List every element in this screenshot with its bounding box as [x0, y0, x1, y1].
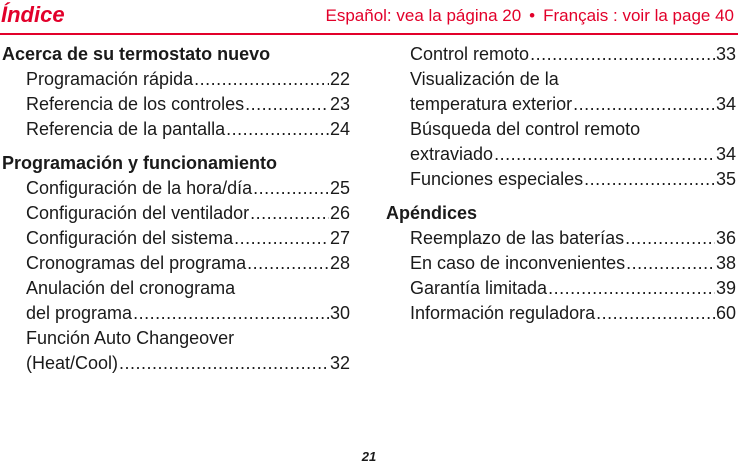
dot-leader	[226, 117, 329, 142]
toc-entry-line	[410, 251, 736, 276]
toc-entry-title: Función Auto Changeover	[26, 328, 235, 348]
toc-entry-title: del programa	[26, 303, 133, 323]
toc-entry-title: Programación rápida	[26, 69, 194, 89]
toc-entry-title: Garantía limitada	[410, 278, 548, 298]
crossref-separator: •	[529, 6, 536, 25]
toc-entry-line	[26, 201, 350, 226]
dot-leader	[250, 201, 329, 226]
page-number: 21	[361, 449, 377, 464]
toc-page-number: 34	[715, 94, 736, 114]
toc-entry	[2, 276, 350, 326]
dot-leader	[247, 251, 329, 276]
toc-entry-title: temperatura exterior	[410, 94, 573, 114]
toc-page-number: 30	[329, 303, 350, 323]
toc-entry-title: Configuración del ventilador	[26, 203, 250, 223]
toc-entry-line	[26, 92, 350, 117]
dot-leader	[119, 351, 329, 376]
toc-page-number: 34	[715, 144, 736, 164]
toc-entry-title: Configuración de la hora/día	[26, 178, 253, 198]
toc-entry-line	[26, 67, 350, 92]
dot-leader	[548, 276, 715, 301]
toc-entry-title: (Heat/Cool)	[26, 353, 119, 373]
toc-page-number: 36	[715, 228, 736, 248]
dot-leader	[494, 142, 715, 167]
toc-entry	[386, 167, 736, 192]
toc-entry	[2, 201, 350, 226]
toc-right-column	[386, 42, 736, 326]
toc-entry	[386, 251, 736, 276]
toc-entry-title: Visualización de la	[410, 69, 559, 89]
toc-entry	[386, 67, 736, 117]
toc-entry-line	[410, 301, 736, 326]
page-header	[0, 0, 738, 34]
toc-page-number: 26	[329, 203, 350, 223]
toc-entry	[2, 67, 350, 92]
toc-entry	[2, 176, 350, 201]
toc-entry	[386, 42, 736, 67]
toc-entry-line	[410, 142, 736, 167]
dot-leader	[530, 42, 715, 67]
toc-entry-line	[26, 301, 350, 326]
toc-page-number: 28	[329, 253, 350, 273]
toc-entry	[386, 226, 736, 251]
toc-entry-line	[26, 176, 350, 201]
spanish-crossref: Español: vea la página 20	[325, 6, 522, 25]
dot-leader	[584, 167, 715, 192]
toc-entry-line	[26, 251, 350, 276]
header-rule	[0, 33, 738, 35]
toc-entry-line	[26, 351, 350, 376]
dot-leader	[234, 226, 329, 251]
dot-leader	[194, 67, 329, 92]
dot-leader	[573, 92, 715, 117]
toc-entry	[2, 117, 350, 142]
toc-entry-line	[26, 276, 350, 301]
toc-entry-title: extraviado	[410, 144, 494, 164]
dot-leader	[626, 251, 715, 276]
toc-entry	[2, 92, 350, 117]
toc-entry	[386, 117, 736, 167]
toc-entry-line	[410, 42, 736, 67]
toc-page-number: 24	[329, 119, 350, 139]
toc-entry-title: En caso de inconvenientes	[410, 253, 626, 273]
toc-entry-line	[26, 117, 350, 142]
dot-leader	[245, 92, 329, 117]
toc-entry-title: Referencia de los controles	[26, 94, 245, 114]
toc-page-number: 23	[329, 94, 350, 114]
dot-leader	[596, 301, 715, 326]
toc-entry-title: Cronogramas del programa	[26, 253, 247, 273]
toc-page-number: 33	[715, 44, 736, 64]
toc-entry-title: Búsqueda del control remoto	[410, 119, 641, 139]
toc-section-heading: Apéndices	[386, 203, 478, 223]
toc-entry-line	[410, 276, 736, 301]
toc-entry-line	[410, 226, 736, 251]
toc-entry-line	[410, 117, 736, 142]
french-crossref: Français : voir la page 40	[543, 6, 734, 25]
page-title: Índice	[1, 2, 65, 27]
dot-leader	[133, 301, 329, 326]
toc-section-heading: Programación y funcionamiento	[2, 153, 278, 173]
toc-entry-title: Configuración del sistema	[26, 228, 234, 248]
toc-page-number: 38	[715, 253, 736, 273]
toc-entry-line	[26, 326, 350, 351]
toc-entry	[2, 226, 350, 251]
toc-page-number: 27	[329, 228, 350, 248]
toc-page-number: 39	[715, 278, 736, 298]
toc-entry-title: Información reguladora	[410, 303, 596, 323]
toc-page-number: 25	[329, 178, 350, 198]
toc-page-number: 32	[329, 353, 350, 373]
toc-entry-title: Reemplazo de las baterías	[410, 228, 625, 248]
toc-entry-line	[410, 67, 736, 92]
toc-page-number: 35	[715, 169, 736, 189]
toc-entry-line	[410, 167, 736, 192]
toc-entry-line	[410, 92, 736, 117]
language-crossref	[326, 4, 735, 28]
toc-page-number: 60	[715, 303, 736, 323]
toc-left-column	[2, 42, 350, 376]
toc-page-number: 22	[329, 69, 350, 89]
toc-entry-line	[26, 226, 350, 251]
toc-entry	[2, 326, 350, 376]
toc-entry-title: Anulación del cronograma	[26, 278, 236, 298]
toc-entry	[2, 251, 350, 276]
dot-leader	[253, 176, 329, 201]
toc-entry-title: Control remoto	[410, 44, 530, 64]
toc-entry	[386, 276, 736, 301]
dot-leader	[625, 226, 715, 251]
toc-entry-title: Referencia de la pantalla	[26, 119, 226, 139]
toc-entry	[386, 301, 736, 326]
toc-entry-title: Funciones especiales	[410, 169, 584, 189]
toc-section-heading: Acerca de su termostato nuevo	[2, 44, 271, 64]
